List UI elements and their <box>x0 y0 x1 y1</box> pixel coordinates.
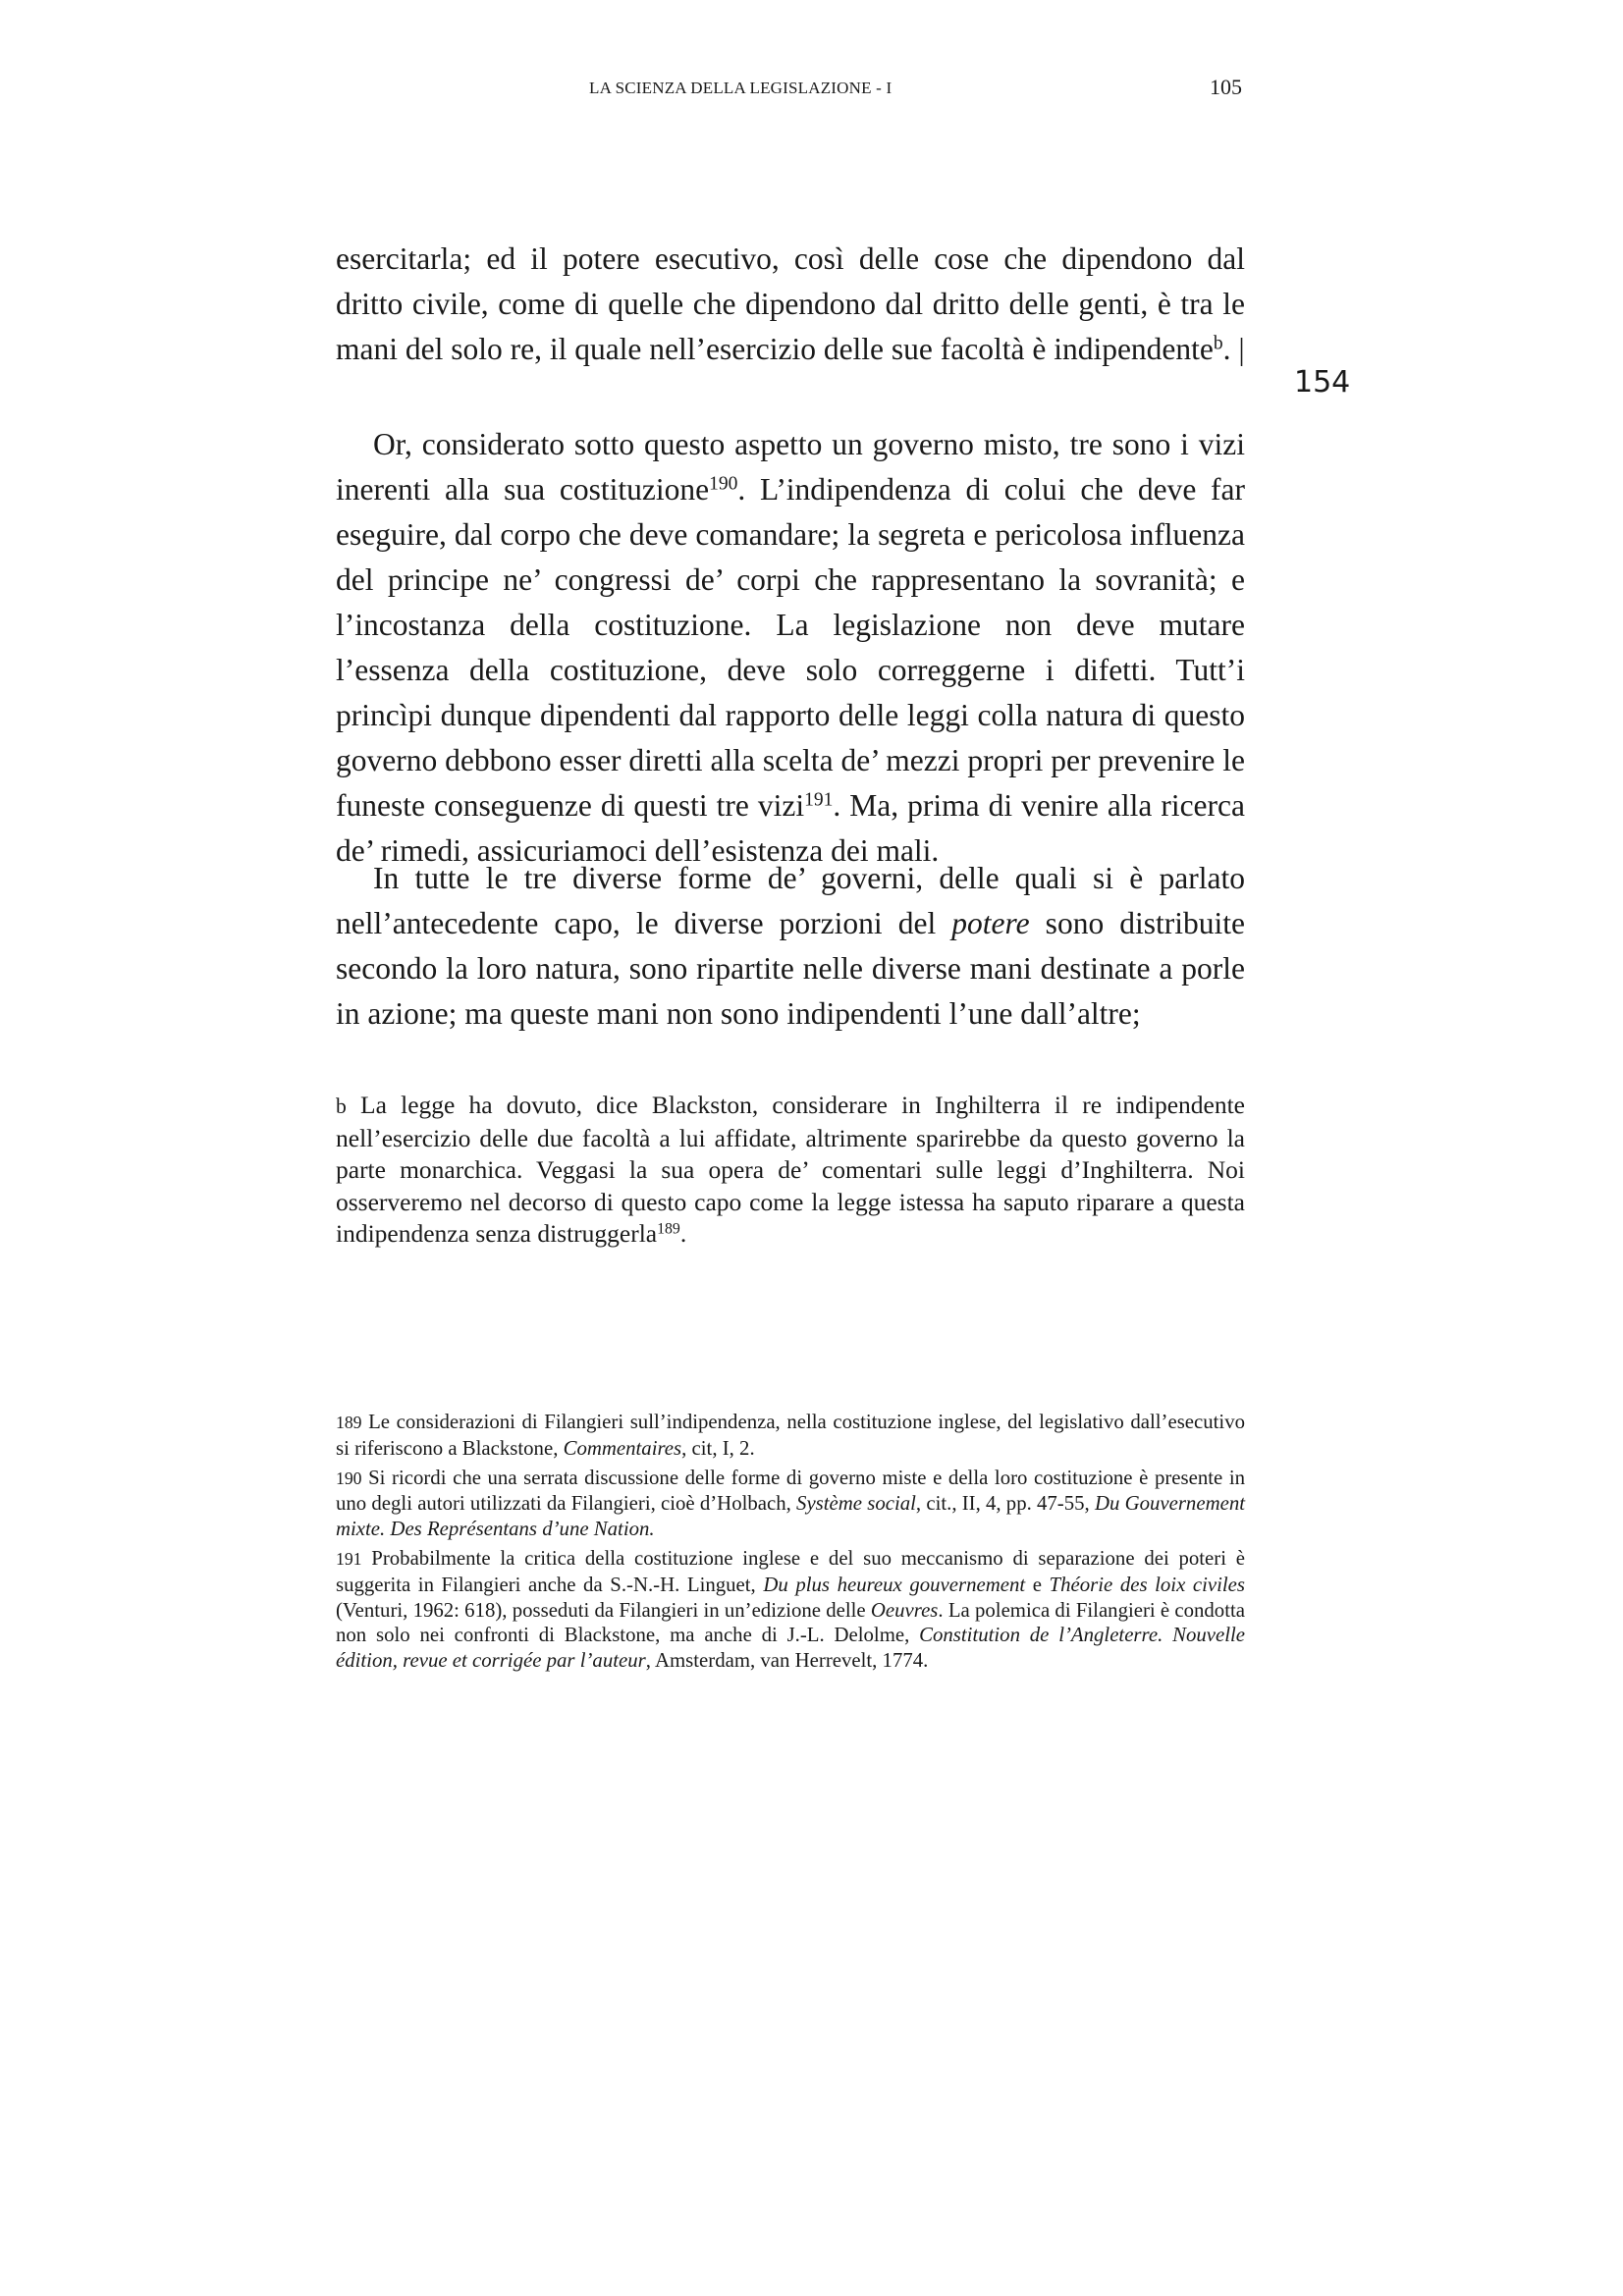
note-b-marker: b <box>336 1095 347 1118</box>
footnote-190 <box>336 1466 1245 1542</box>
body-paragraph-1 <box>336 237 1245 372</box>
footnote-text: e <box>1025 1573 1050 1596</box>
footnote-italic: Du plus heureux gouvernement <box>763 1573 1026 1596</box>
footnote-189 <box>336 1410 1245 1462</box>
author-note-b <box>336 1090 1245 1251</box>
footnote-number: 190 <box>336 1468 362 1488</box>
footnote-number: 191 <box>336 1548 362 1569</box>
footnote-italic: Commentaires <box>563 1436 682 1460</box>
footnote-ref-190: 190 <box>709 473 738 495</box>
footnote-italic: Système social <box>796 1492 916 1516</box>
note-marker-b: b <box>1213 333 1223 354</box>
footnote-text: , cit, I, 2. <box>681 1436 755 1460</box>
running-header: LA SCIENZA DELLA LEGISLAZIONE - I <box>589 79 893 97</box>
footnote-text: Le considerazioni di Filangieri sull’indipendenza, nella costituzione inglese, del legislativo dall’esecutivo si riferiscono a Blackstone, <box>336 1411 1245 1460</box>
note-b-footnote-ref: 189 <box>657 1220 680 1238</box>
paragraph-1-tail: . | <box>1222 332 1245 366</box>
note-b-end: . <box>679 1219 687 1248</box>
paragraph-2-text-a: Or, considerato sotto questo aspetto un governo misto, tre sono i vizi inerenti alla sua costituzione <box>336 427 1245 507</box>
footnote-italic: Oeuvres <box>870 1598 939 1622</box>
paragraph-2-text-c: . Ma, prima di venire alla ricerca de’ rimedi, assicuriamoci dell’esistenza dei mali. <box>336 788 1245 868</box>
paragraph-2-text-b: . L’indipendenza di colui che deve far eseguire, dal corpo che deve comandare; la segreta e pericolosa influenza del principe ne’ congressi de’ corpi che rappresentano la sovranità; e l’incostanza della costituzione. La legislazione non deve mutare l’essenza della costituzione, deve solo correggerne i difetti. Tutt’i princìpi dunque dipendenti dal rapporto delle leggi colla natura di questo governo debbono esser diretti alla scelta de’ mezzi propri per prevenire le funeste conseguenze di questi tre vizi <box>336 472 1246 823</box>
footnote-text: , Amsterdam, van Herrevelt, 1774. <box>645 1649 929 1673</box>
footnote-italic: Constitution de l’Angleterre. Nouvelle édition, revue et corrigée par l’auteur <box>336 1624 1245 1673</box>
note-b-text: La legge ha dovuto, dice Blackston, considerare in Inghilterra il re indipendente nell’esercizio delle due facoltà a lui affidate, altrimente sparirebbe da questo governo la parte monarchica. Veggasi la sua opera de’ comentari sulle leggi d’Inghilterra. Noi osserveremo nel decorso di questo capo come la legge istessa ha saputo riparare a questa indipendenza senza distruggerla <box>336 1091 1245 1248</box>
footnote-text: . La polemica di Filangieri è condotta non solo nei confronti di Blackstone, ma anche di J.-L. Delolme, <box>336 1598 1245 1647</box>
margin-page-marker: 154 <box>1294 365 1351 400</box>
footnote-text: Probabilmente la critica della costituzione inglese e del suo meccanismo di separazione dei poteri è suggerita in Filangieri anche da S.-N.-H. Linguet, <box>336 1546 1245 1596</box>
page-number: 105 <box>1210 75 1242 99</box>
paragraph-1-text: esercitarla; ed il potere esecutivo, così delle cose che dipendono dal dritto civile, come di quelle che dipendono dal dritto delle genti, è tra le mani del solo re, il quale nell’esercizio delle sue facoltà è indipendente <box>336 241 1245 366</box>
italic-term-potere: potere <box>951 906 1030 940</box>
footnote-text: , cit., II, 4, pp. 47-55, <box>915 1492 1095 1516</box>
footnote-italic: Théorie des loix civiles <box>1049 1573 1245 1596</box>
editor-footnotes <box>336 1410 1245 1678</box>
footnote-ref-191: 191 <box>804 789 834 811</box>
paragraph-3-text-b: sono distribuite secondo la loro natura, sono ripartite nelle diverse mani destinate a porle in azione; ma queste mani non sono indipendenti l’une dall’altre; <box>336 906 1246 1031</box>
paragraph-3-text-a: In tutte le tre diverse forme de’ governi, delle quali si è parlato nell’antecedente capo, le diverse porzioni del <box>336 861 1245 940</box>
body-paragraph-3 <box>336 856 1245 1037</box>
footnote-italic: Du Gouvernement mixte. Des Représentans d’une Nation. <box>336 1492 1245 1541</box>
footnote-text: (Venturi, 1962: 618), posseduti da Filangieri in un’edizione delle <box>336 1598 871 1622</box>
footnote-number: 189 <box>336 1413 362 1432</box>
footnote-191 <box>336 1546 1245 1674</box>
body-paragraph-2 <box>336 422 1245 874</box>
footnote-text: Si ricordi che una serrata discussione delle forme di governo miste e della loro costituzione è presente in uno degli autori utilizzati da Filangieri, cioè d’Holbach, <box>336 1466 1245 1516</box>
